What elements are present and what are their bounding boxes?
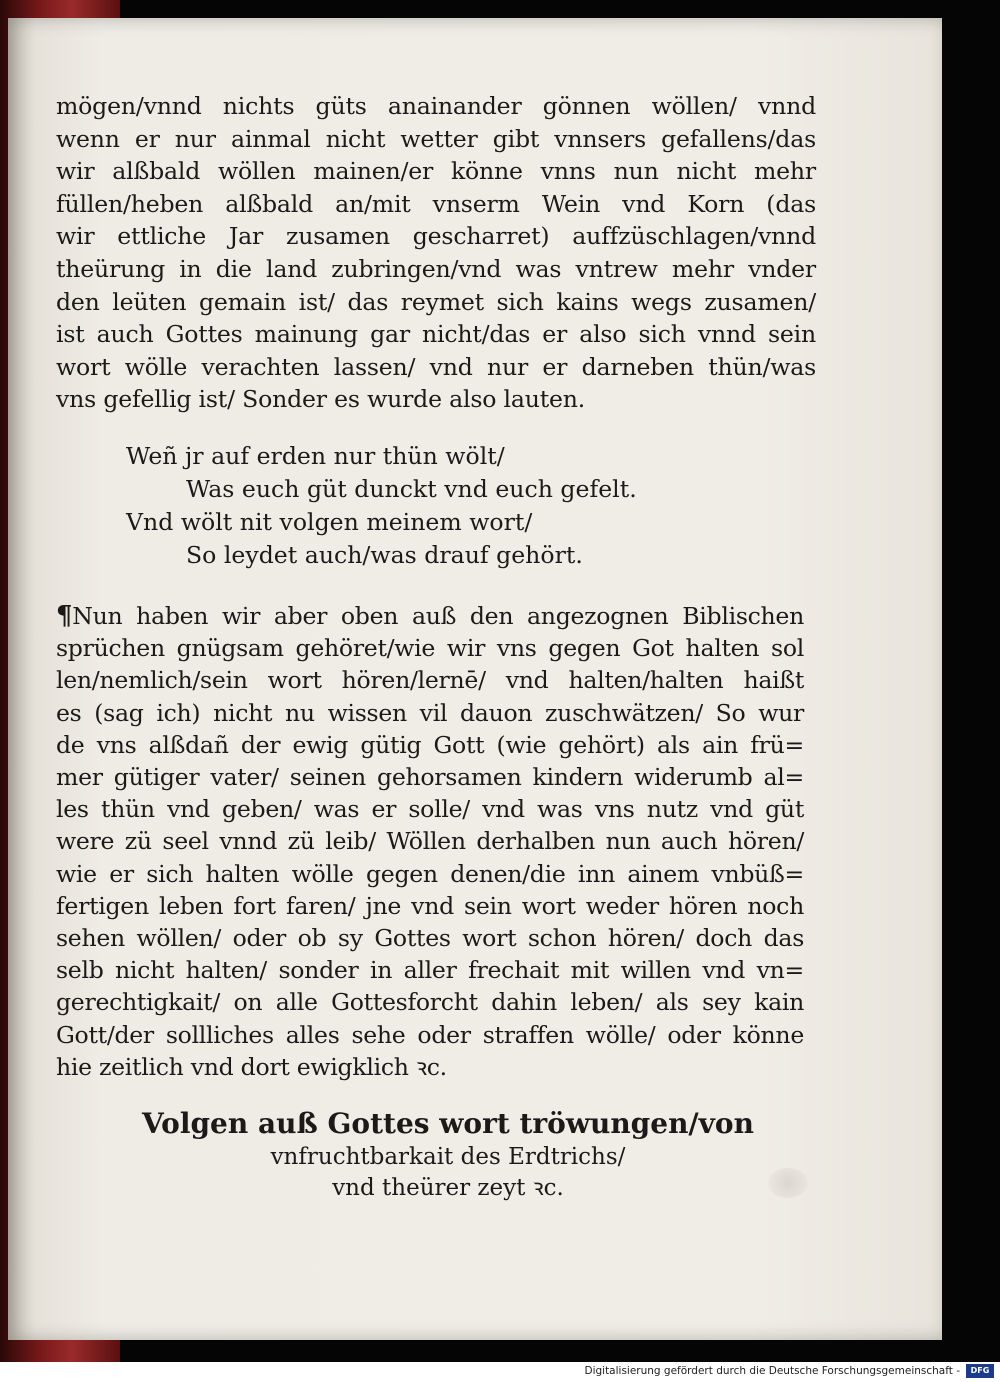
text-line: selb nicht halten/ sonder in aller frechait mit willen vnd vn= — [56, 956, 804, 985]
page-sheet — [8, 18, 942, 1340]
heading-line: vnfruchtbarkait des Erdtrichs/ — [270, 1144, 626, 1170]
verse-line: So leydet auch/was drauf gehört. — [186, 541, 583, 569]
text-line: Gott/der sollliches alles sehe oder straffen wölle/ oder könne — [56, 1020, 804, 1049]
paper-stain — [768, 1168, 808, 1198]
text-line: hie zeitlich vnd dort ewigklich ꝛc. — [56, 1052, 447, 1081]
text-line: sprüchen gnügsam gehöret/wie wir vns gegen Got halten sol — [56, 634, 804, 663]
heading-line: Volgen auß Gottes wort tröwungen/von — [142, 1107, 754, 1140]
text-line: were zü seel vnnd zü leib/ Wöllen derhalben nun auch hören/ — [56, 827, 804, 856]
text-line: mer gütiger vater/ seinen gehorsamen kindern widerumb al= — [56, 763, 804, 792]
text-line: den leüten gemain ist/ das reymet sich kains wegs zusamen/ — [56, 287, 816, 316]
text-line: de vns alßdañ der ewig gütig Gott (wie gehört) als ain frü= — [56, 730, 804, 759]
text-line: mögen/vnnd nichts güts anainander gönnen wöllen/ vnnd — [56, 92, 816, 120]
paragraph-1 — [56, 90, 816, 416]
text-line: les thün vnd geben/ was er solle/ vnd was vns nutz vnd güt — [56, 795, 804, 824]
text-line: theürung in die land zubringen/vnd was vntrew mehr vnder — [56, 254, 816, 283]
text-line: vns gefellig ist/ Sonder es wurde also lauten. — [56, 385, 586, 414]
dfg-logo-icon: DFG — [966, 1364, 994, 1378]
text-line-content: Nun haben wir aber oben auß den angezognen Biblischen — [72, 602, 804, 630]
text-line: len/nemlich/sein wort hören/lernē/ vnd halten/halten haißt — [56, 666, 804, 695]
text-line: wie er sich halten wölle gegen denen/die inn ainem vnbüß= — [56, 859, 804, 888]
text-line: wir ettliche Jar zusamen gescharret) auffzüschlagen/vnnd — [56, 222, 816, 251]
verse — [126, 440, 686, 572]
text-line: füllen/heben alßbald an/mit vnserm Wein vnd Korn (das — [56, 189, 816, 218]
paragraph-2 — [56, 600, 804, 1083]
verse-line: Was euch güt dunckt vnd euch gefelt. — [186, 475, 637, 503]
text-line: ist auch Gottes mainung gar nicht/das er also sich vnnd sein — [56, 320, 816, 349]
funding-credit: Digitalisierung gefördert durch die Deutsche Forschungsgemeinschaft - — [584, 1365, 960, 1377]
text-line: es (sag ich) nicht nu wissen vil dauon zuschwätzen/ So wur — [56, 698, 804, 727]
verse-line: Weñ jr auf erden nur thün wölt/ — [126, 442, 505, 470]
pilcrow-mark: ¶ — [56, 601, 73, 631]
text-line: gerechtigkait/ on alle Gottesforcht dahin leben/ als sey kain — [56, 988, 804, 1017]
heading-line: vnd theürer zeyt ꝛc. — [332, 1175, 564, 1201]
text-line: wort wölle verachten lassen/ vnd nur er darneben thün/was — [56, 352, 816, 381]
text-line: wenn er nur ainmal nicht wetter gibt vnnsers gefallens/das — [56, 124, 816, 153]
text-line: wir alßbald wöllen mainen/er könne vnns nun nicht mehr — [56, 157, 816, 186]
section-heading — [138, 1106, 758, 1204]
verse-line: Vnd wölt nit volgen meinem wort/ — [126, 508, 533, 536]
text-line: fertigen leben fort faren/ jne vnd sein wort weder hören noch — [56, 891, 804, 920]
text-line — [56, 600, 804, 632]
text-line: sehen wöllen/ oder ob sy Gottes wort schon hören/ doch das — [56, 924, 804, 953]
